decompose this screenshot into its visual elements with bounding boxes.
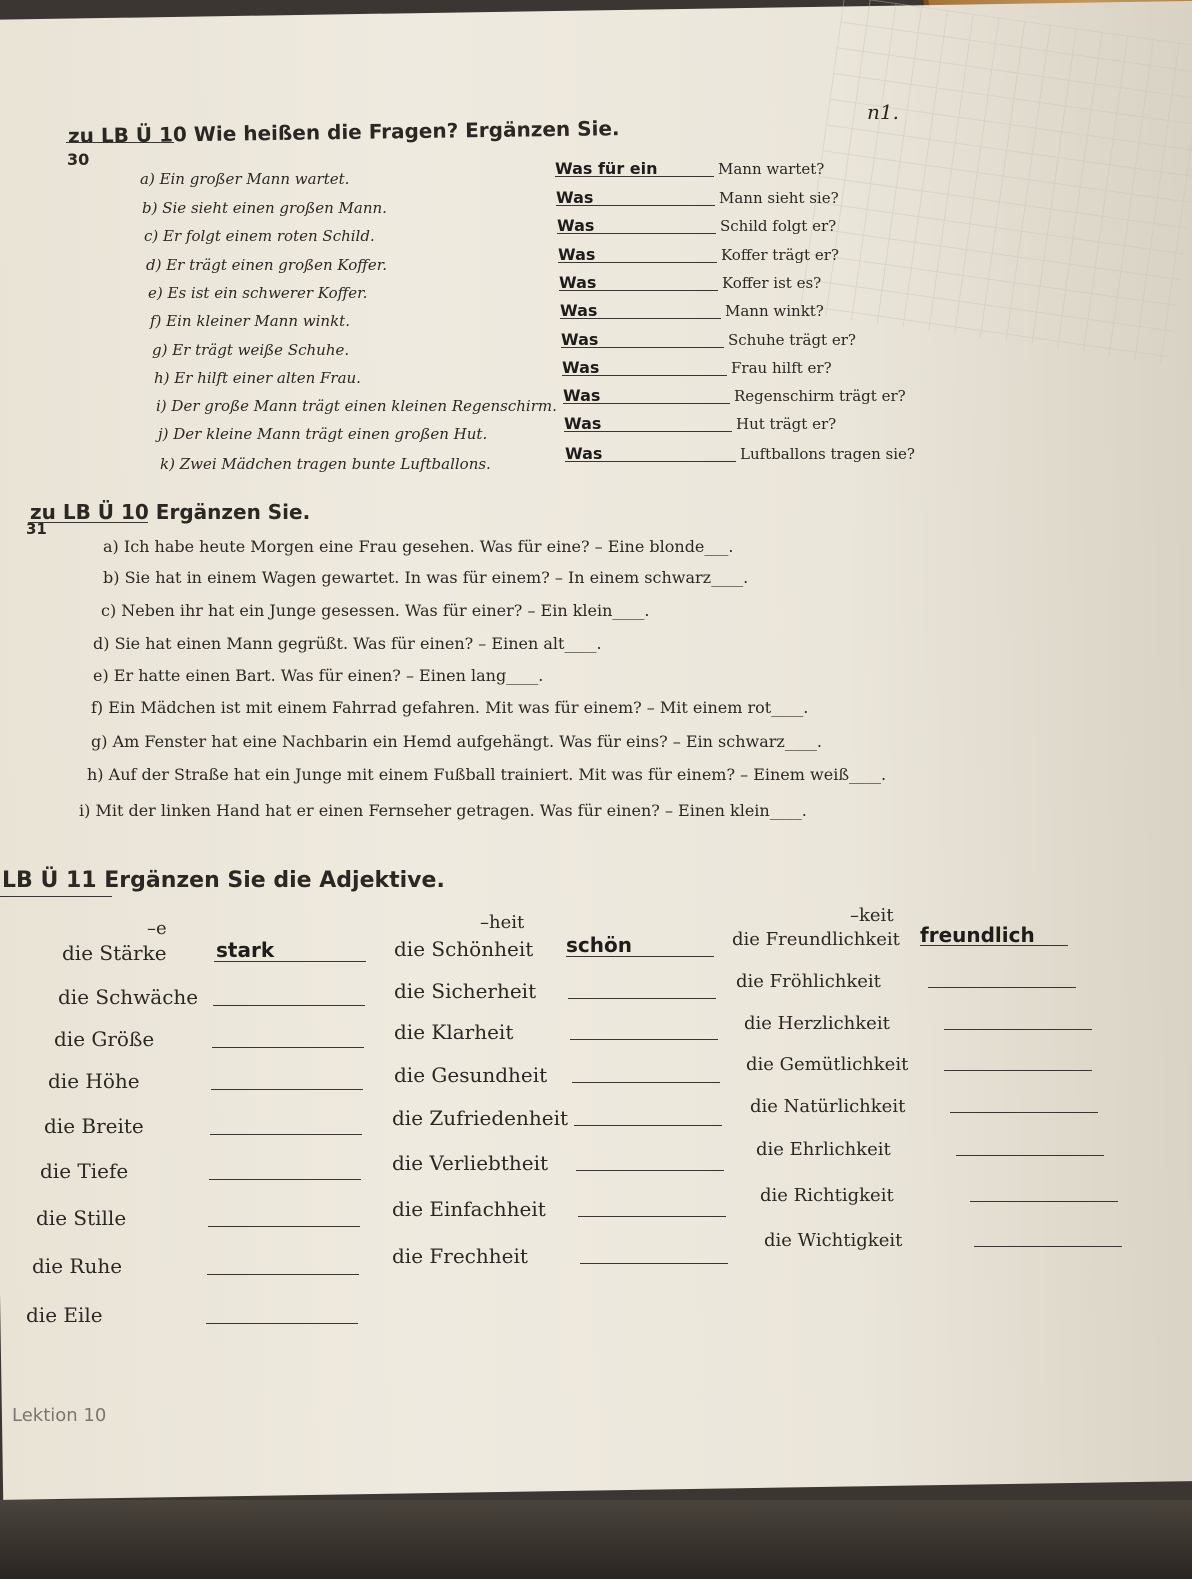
exercise-30-sentence: a) Ein großer Mann wartet. [140, 170, 350, 188]
exercise-30-sentence: c) Er folgt einem roten Schild. [144, 227, 375, 245]
answer-underline [562, 375, 727, 376]
exercise-30-sentence: h) Er hilft einer alten Frau. [154, 369, 361, 387]
exercise-30-sentence: k) Zwei Mädchen tragen bunte Luftballons. [160, 455, 491, 473]
answer-underline [560, 318, 721, 319]
answer-underline [561, 347, 724, 348]
exercise-30-answer-field[interactable]: Was [565, 444, 603, 463]
noun-heit: die Frechheit [392, 1244, 528, 1268]
answer-underline [565, 461, 736, 462]
noun-heit: die Verliebtheit [392, 1151, 549, 1175]
noun-keit: die Richtigkeit [760, 1185, 894, 1206]
noun-keit: die Herzlichkeit [744, 1013, 890, 1034]
answer-underline [944, 1029, 1092, 1030]
answer-underline [207, 1274, 359, 1275]
exercise-30-question-rest: Schild folgt er? [720, 217, 837, 235]
answer-underline [920, 945, 1068, 946]
answer-underline [206, 1323, 358, 1324]
exercise-31-sentence[interactable]: a) Ich habe heute Morgen eine Frau gesehen. Was für eine? – Eine blonde___. [103, 537, 734, 556]
noun-e: die Tiefe [40, 1159, 129, 1183]
answer-underline [211, 1089, 363, 1090]
noun-e: die Schwäche [58, 985, 199, 1009]
answer-underline [970, 1201, 1118, 1202]
noun-e: die Höhe [48, 1069, 140, 1093]
exercise-30-answer-field[interactable]: Was [557, 216, 595, 235]
col-header-keit: –keit [850, 905, 894, 926]
noun-heit: die Klarheit [394, 1020, 514, 1044]
exercise-30-question-rest: Mann winkt? [725, 302, 824, 320]
noun-e: die Größe [54, 1027, 155, 1051]
exercise-30-sentence: b) Sie sieht einen großen Mann. [142, 199, 387, 217]
noun-keit: die Ehrlichkeit [756, 1139, 891, 1160]
answer-underline [213, 1005, 365, 1006]
noun-heit: die Sicherheit [394, 979, 537, 1003]
exercise-30-sentence: g) Er trägt weiße Schuhe. [152, 341, 350, 359]
exercise-30-question-rest: Regenschirm trägt er? [734, 387, 906, 405]
exercise-31-sentence[interactable]: f) Ein Mädchen ist mit einem Fahrrad gefahren. Mit was für einem? – Mit einem rot____. [91, 698, 809, 717]
answer-underline [974, 1246, 1122, 1247]
col-header-e: –e [147, 918, 167, 939]
answer-underline [578, 1216, 726, 1217]
noun-e: die Stille [36, 1206, 127, 1230]
answer-underline [566, 956, 714, 957]
page-mark: n1. [867, 100, 899, 124]
exercise-30-question-rest: Mann wartet? [718, 160, 825, 178]
exercise-30-answer-field[interactable]: Was [560, 301, 598, 320]
noun-e: die Ruhe [32, 1254, 123, 1278]
exercise-30-answer-field[interactable]: Was [562, 358, 600, 377]
answer-underline [556, 205, 715, 206]
exercise-30-sentence: e) Es ist ein schwerer Koffer. [148, 284, 368, 302]
exercise-30-number: 30 [67, 150, 90, 169]
answer-underline [574, 1125, 722, 1126]
answer-underline [555, 176, 714, 177]
answer-underline [212, 1047, 364, 1048]
noun-heit: die Zufriedenheit [392, 1106, 569, 1130]
answer-underline [950, 1112, 1098, 1113]
exercise-31-number: 31 [26, 520, 47, 538]
answer-underline [209, 1179, 361, 1180]
exercise-30-sentence: d) Er trägt einen großen Koffer. [146, 256, 388, 274]
answer-underline [564, 431, 732, 432]
exercise-30-sentence: f) Ein kleiner Mann winkt. [150, 312, 350, 330]
adjective-answer-field-heit[interactable]: schön [566, 933, 632, 957]
exercise-30-answer-field[interactable]: Was für ein [555, 159, 658, 178]
noun-e: die Breite [44, 1114, 144, 1138]
adjective-answer-field-keit[interactable]: freundlich [920, 923, 1035, 947]
exercise-30-question-rest: Frau hilft er? [731, 359, 832, 377]
answer-underline [570, 1039, 718, 1040]
answer-underline [928, 987, 1076, 988]
table-surface [0, 1500, 1192, 1579]
exercise-31-sentence[interactable]: b) Sie hat in einem Wagen gewartet. In was für einem? – In einem schwarz____. [103, 568, 749, 587]
col-header-heit: –heit [480, 912, 525, 933]
exercise-31-sentence[interactable]: e) Er hatte einen Bart. Was für einen? – Einen lang____. [93, 666, 544, 685]
noun-e: die Eile [26, 1303, 103, 1327]
exercise-31-sentence[interactable]: h) Auf der Straße hat ein Junge mit einem Fußball trainiert. Mit was für einem? – Einem weiß____. [87, 765, 887, 784]
answer-underline [210, 1134, 362, 1135]
graph-paper-corner [800, 0, 1192, 364]
exercise-32-header: LB Ü 11 Ergänzen Sie die Adjektive. [2, 868, 445, 893]
answer-underline [559, 290, 718, 291]
noun-keit: die Wichtigkeit [764, 1230, 903, 1251]
exercise-30-question-rest: Mann sieht sie? [719, 189, 839, 207]
exercise-31-sentence[interactable]: c) Neben ihr hat ein Junge gesessen. Was für einer? – Ein klein____. [101, 601, 650, 620]
answer-underline [214, 961, 366, 962]
exercise-30-question-rest: Hut trägt er? [736, 415, 837, 433]
answer-underline [580, 1263, 728, 1264]
exercise-30-answer-field[interactable]: Was [558, 245, 596, 264]
exercise-30-question-rest: Koffer trägt er? [721, 246, 839, 264]
noun-keit: die Freundlichkeit [732, 929, 900, 950]
exercise-31-header: zu LB Ü 10 Ergänzen Sie. [30, 500, 311, 524]
exercise-30-sentence: j) Der kleine Mann trägt einen großen Hut. [158, 425, 488, 443]
exercise-30-answer-field[interactable]: Was [559, 273, 597, 292]
exercise-31-sentence[interactable]: g) Am Fenster hat eine Nachbarin ein Hemd aufgehängt. Was für eins? – Ein schwarz____. [91, 732, 822, 751]
exercise-30-header: zu LB Ü 10 Wie heißen die Fragen? Ergänzen Sie. [67, 116, 620, 148]
answer-underline [576, 1170, 724, 1171]
noun-keit: die Fröhlichkeit [736, 971, 881, 992]
answer-underline [558, 262, 717, 263]
noun-heit: die Gesundheit [394, 1063, 548, 1087]
exercise-30-answer-field[interactable]: Was [563, 386, 601, 405]
exercise-30-question-rest: Schuhe trägt er? [728, 331, 856, 349]
answer-underline [572, 1082, 720, 1083]
answer-underline [557, 233, 716, 234]
answer-underline [208, 1226, 360, 1227]
answer-underline [944, 1070, 1092, 1071]
exercise-30-answer-field[interactable]: Was [556, 188, 594, 207]
noun-heit: die Einfachheit [392, 1197, 546, 1221]
adjective-answer-field-e[interactable]: stark [216, 938, 275, 962]
exercise-30-question-rest: Koffer ist es? [722, 274, 822, 292]
footer-lesson: Lektion 10 [12, 1405, 107, 1426]
noun-keit: die Natürlichkeit [750, 1096, 906, 1117]
answer-underline [568, 998, 716, 999]
exercise-30-question-rest: Luftballons tragen sie? [740, 445, 915, 463]
answer-underline [956, 1155, 1104, 1156]
noun-heit: die Schönheit [394, 937, 534, 961]
answer-underline [563, 403, 730, 404]
exercise-30-answer-field[interactable]: Was [564, 414, 602, 433]
noun-keit: die Gemütlichkeit [746, 1054, 909, 1075]
exercise-30-sentence: i) Der große Mann trägt einen kleinen Regenschirm. [156, 397, 557, 415]
noun-e: die Stärke [62, 941, 167, 965]
exercise-31-sentence[interactable]: d) Sie hat einen Mann gegrüßt. Was für einen? – Einen alt____. [93, 634, 602, 653]
exercise-30-answer-field[interactable]: Was [561, 330, 599, 349]
exercise-31-sentence[interactable]: i) Mit der linken Hand hat er einen Fernseher getragen. Was für einen? – Einen klein____. [79, 801, 807, 820]
